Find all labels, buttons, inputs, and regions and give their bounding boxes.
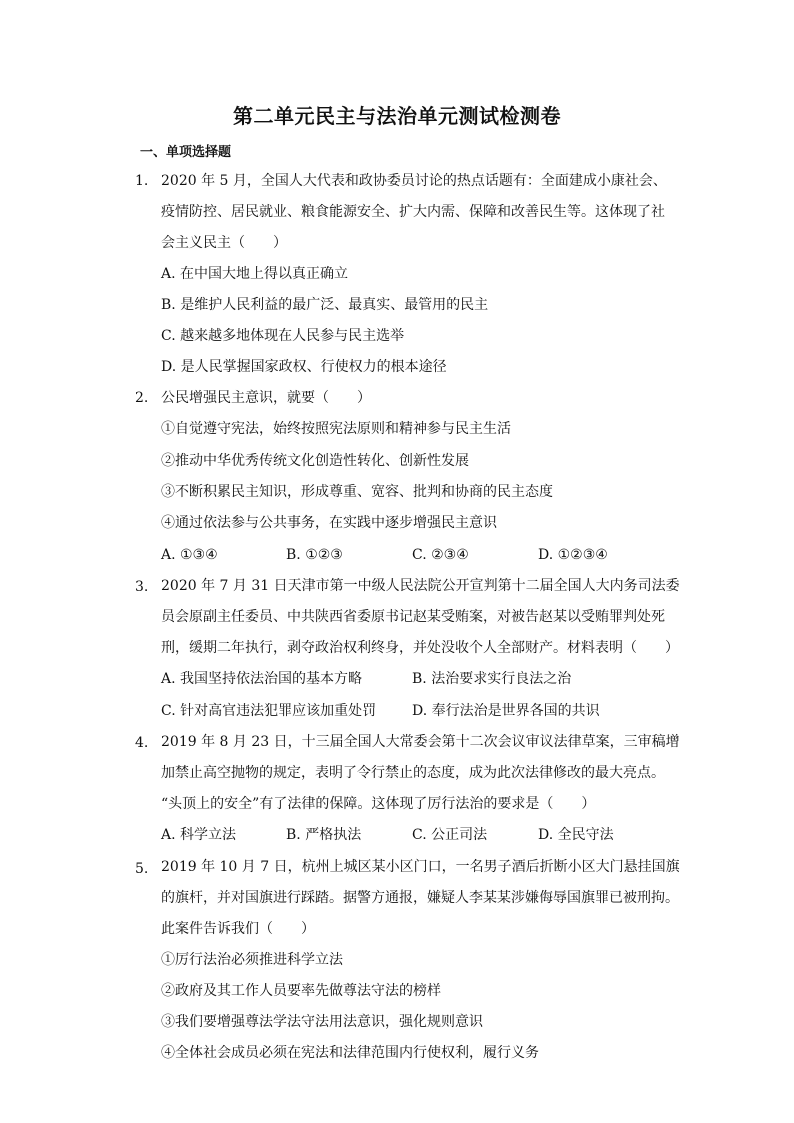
page-title: 第二单元民主与法治单元测试检测卷 — [233, 104, 561, 128]
section-heading: 一、单项选择题 — [140, 145, 232, 160]
question-text: 刑，缓期二年执行，剥夺政治权利终身，并处没收个人全部财产。材料表明（ ） — [161, 640, 679, 656]
answer-option-d: D. 奉行法治是世界各国的共识 — [412, 703, 600, 719]
answer-option-a: A. 科学立法 — [161, 827, 237, 843]
answer-option-d: D. 全民守法 — [538, 827, 614, 843]
answer-option-c: C. 公正司法 — [412, 827, 488, 843]
answer-option-a: A. ①③④ — [161, 547, 218, 563]
answer-option-b: B. 是维护人民利益的最广泛、最真实、最管用的民主 — [161, 297, 489, 313]
statement-item: ③不断积累民主知识，形成尊重、宽容、批判和协商的民主态度 — [161, 484, 553, 500]
statement-item: ③我们要增强尊法学法守法用法意识，强化规则意识 — [161, 1014, 483, 1030]
question-text: 的旗杆，并对国旗进行踩踏。据警方通报，嫌疑人李某某涉嫌侮辱国旗罪已被刑拘。 — [161, 890, 679, 906]
question-text: 2020 年 5 月，全国人大代表和政协委员讨论的热点话题有：全面建成小康社会、 — [161, 173, 667, 189]
statement-item: ①自觉遵守宪法，始终按照宪法原则和精神参与民主生活 — [161, 421, 511, 437]
question-text: 2019 年 8 月 23 日，十三届全国人大常委会第十二次会议审议法律草案，三审稿增 — [161, 734, 680, 750]
answer-option-b: B. 法治要求实行良法之治 — [412, 671, 572, 687]
question-text: 疫情防控、居民就业、粮食能源安全、扩大内需、保障和改善民生等。这体现了社 — [161, 204, 665, 220]
statement-item: ②推动中华优秀传统文化创造性转化、创新性发展 — [161, 453, 469, 469]
question-number: 1. — [135, 173, 149, 189]
answer-option-b: B. ①②③ — [286, 547, 343, 563]
answer-option-d: D. 是人民掌握国家政权、行使权力的根本途径 — [161, 359, 447, 375]
question-text: 此案件告诉我们（ ） — [161, 921, 315, 937]
question-number: 4. — [135, 735, 149, 751]
question-text: 公民增强民主意识，就要（ ） — [161, 390, 371, 406]
question-text: 2019 年 10 月 7 日，杭州上城区某小区门口，一名男子酒后折断小区大门悬挂国旗 — [161, 859, 680, 875]
answer-option-c: C. ②③④ — [412, 547, 469, 563]
answer-option-b: B. 严格执法 — [286, 827, 362, 843]
answer-option-d: D. ①②③④ — [538, 547, 608, 563]
statement-item: ④通过依法参与公共事务，在实践中逐步增强民主意识 — [161, 515, 497, 531]
question-number: 3. — [135, 579, 149, 595]
answer-option-c: C. 针对高官违法犯罪应该加重处罚 — [161, 703, 377, 719]
question-text: 加禁止高空抛物的规定，表明了令行禁止的态度，成为此次法律修改的最大亮点。 — [161, 765, 665, 781]
question-text: 员会原副主任委员、中共陕西省委原书记赵某受贿案，对被告赵某以受贿罪判处死 — [161, 609, 665, 625]
statement-item: ④全体社会成员必须在宪法和法律范围内行使权利，履行义务 — [161, 1045, 539, 1061]
answer-option-c: C. 越来越多地体现在人民参与民主选举 — [161, 328, 405, 344]
question-number: 2. — [135, 390, 149, 406]
question-text: “头顶上的安全”有了法律的保障。这体现了厉行法治的要求是（ ） — [161, 796, 596, 812]
answer-option-a: A. 我国坚持依法治国的基本方略 — [161, 671, 363, 687]
statement-item: ②政府及其工作人员要率先做尊法守法的榜样 — [161, 983, 441, 999]
answer-option-a: A. 在中国大地上得以真正确立 — [161, 266, 349, 282]
question-text: 会主义民主（ ） — [161, 235, 287, 251]
question-text: 2020 年 7 月 31 日天津市第一中级人民法院公开宣判第十二届全国人大内务司法委 — [161, 578, 680, 594]
statement-item: ①厉行法治必须推进科学立法 — [161, 952, 343, 968]
question-number: 5. — [135, 861, 149, 877]
